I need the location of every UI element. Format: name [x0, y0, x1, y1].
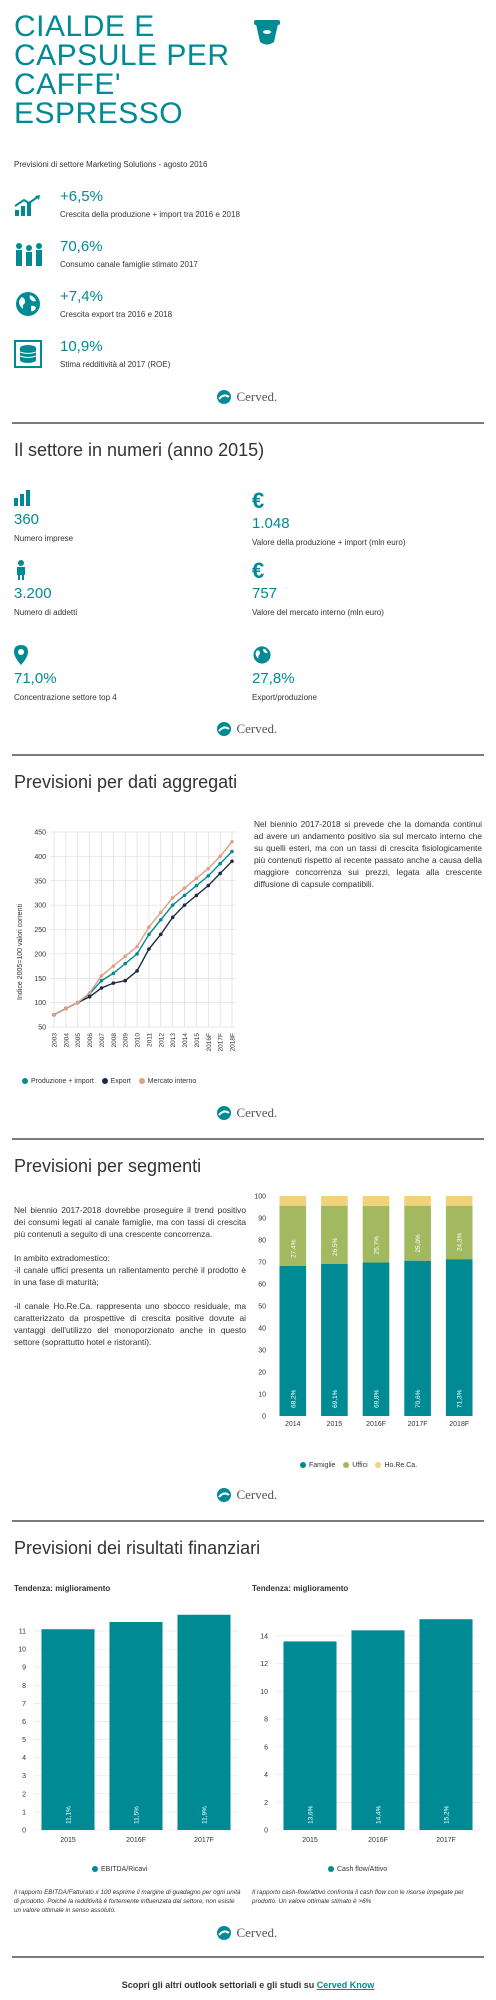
kpi-2-label: Consumo canale famiglie stimato 2017	[60, 260, 198, 269]
ebitda-chart-bar	[177, 1615, 230, 1830]
section-divider	[12, 422, 484, 424]
cashflow-chart-y-tick: 8	[264, 1716, 268, 1724]
stacked-bar-y-tick: 60	[258, 1281, 266, 1289]
line-chart-y-tick: 300	[34, 902, 46, 910]
line-chart-x-tick: 2010	[134, 1033, 142, 1048]
ebitda-chart-x-tick: 2016F	[126, 1837, 146, 1844]
legend-item-uffici: Uffici	[343, 1462, 367, 1469]
stacked-bar-x-tick: 2014	[285, 1421, 301, 1428]
line-chart-point	[100, 974, 104, 978]
stacked-bar-data-label: 26,5%	[331, 1237, 339, 1256]
stacked-bar-y-tick: 0	[262, 1413, 266, 1421]
line-chart-point	[147, 933, 151, 937]
segmenti-para-4: -il canale Ho.Re.Ca. rappresenta uno sbocco residuale, ma caratterizzato da prospettive di crescita positive dovute ai vantaggi dell'utilizzo del monoporzionato anche in questo settore (soprattutto hotel e ristoranti).	[14, 1301, 246, 1347]
stacked-bar-legend	[300, 1462, 417, 1469]
line-chart-point	[206, 884, 210, 888]
ebitda-chart-x-tick: 2017F	[194, 1837, 214, 1844]
finanziari-section-title: Previsioni dei risultati finanziari	[14, 1538, 261, 1558]
segmenti-section-title: Previsioni per segmenti	[14, 1156, 202, 1176]
title-line-2: CAPSULE PER	[14, 39, 230, 72]
line-chart-x-tick: 2015	[193, 1033, 201, 1048]
line-chart-point	[159, 911, 163, 915]
section-divider	[12, 1520, 484, 1522]
line-chart-point	[112, 972, 116, 976]
ebitda-legend	[92, 1866, 147, 1873]
stacked-bar-segment	[404, 1196, 431, 1206]
stacked-bar-x-tick: 2018F	[449, 1421, 470, 1428]
segmenti-para-3: -il canale uffici presenta un rallentamento perchè il prodotto è in una fase di maturità;	[14, 1265, 246, 1287]
section-divider	[12, 1138, 484, 1140]
cashflow-chart-x-tick: 2015	[302, 1837, 318, 1844]
person-icon	[14, 560, 77, 585]
line-chart-x-tick: 2011	[146, 1033, 154, 1047]
number-item-6-label: Export/produzione	[252, 693, 317, 702]
aggregati-section-title: Previsioni per dati aggregati	[14, 772, 238, 792]
line-chart-x-tick: 2005	[75, 1033, 83, 1048]
stacked-bar-segment	[446, 1196, 473, 1206]
line-chart-x-tick: 2018F	[229, 1033, 237, 1052]
line-chart-point	[171, 916, 175, 920]
kpi-3-label: Crescita export tra 2016 e 2018	[60, 310, 173, 319]
ebitda-chart-y-tick: 6	[22, 1718, 26, 1726]
line-chart-x-tick: 2003	[51, 1033, 59, 1048]
line-chart-y-tick: 350	[34, 878, 46, 886]
line-chart-x-tick: 2004	[63, 1033, 71, 1048]
line-chart-point	[135, 969, 139, 973]
ebitda-chart-y-tick: 1	[22, 1809, 26, 1817]
number-item-2-value: 1.048	[252, 515, 290, 532]
cashflow-chart-x-tick: 2016F	[368, 1837, 388, 1844]
page-title	[14, 12, 244, 128]
cashflow-chart-y-tick: 0	[264, 1827, 268, 1835]
kpi-4-value: 10,9%	[60, 338, 103, 355]
line-chart-y-tick: 50	[38, 1024, 46, 1032]
line-chart-point	[159, 933, 163, 937]
number-item-4-label: Valore del mercato interno (mln euro)	[252, 608, 384, 617]
number-item-1	[14, 490, 73, 543]
cerved-logo	[216, 720, 277, 738]
line-chart-x-tick: 2014	[182, 1033, 190, 1048]
ebitda-chart-y-tick: 4	[22, 1755, 26, 1763]
line-chart-series-line	[54, 852, 232, 1015]
line-chart-x-tick: 2009	[122, 1033, 130, 1048]
segmenti-para-1: Nel biennio 2017-2018 dovrebbe proseguire il trend positivo dei consumi legati al canale famiglie, ma con tassi di crescita più contenuti a seguito di una crescente concorrenza.	[14, 1205, 246, 1239]
line-chart-y-tick: 100	[34, 1000, 46, 1008]
subtitle: Previsioni di settore Marketing Solutions - agosto 2016	[14, 160, 208, 169]
line-chart-point	[135, 945, 139, 949]
location-pin-icon	[14, 645, 117, 670]
line-chart-y-tick: 450	[34, 829, 46, 837]
line-chart-point	[64, 1007, 68, 1011]
cerved-logo-text: Cerved.	[236, 721, 278, 736]
stacked-bar-segment	[321, 1196, 348, 1206]
cashflow-bar-chart	[248, 1612, 486, 1852]
number-item-3-value: 3.200	[14, 585, 52, 602]
stacked-bar-y-tick: 30	[258, 1347, 266, 1355]
line-chart-y-axis-label: Indice 2005=100 valori correnti	[17, 904, 24, 1000]
ebitda-chart-data-label: 11,5%	[133, 1806, 141, 1824]
euro-icon	[252, 560, 384, 585]
bar-chart-icon	[14, 490, 73, 511]
kpi-1-value: +6,5%	[60, 188, 103, 205]
stacked-bar-data-label: 71,3%	[456, 1389, 464, 1408]
line-chart-point	[230, 859, 234, 863]
number-item-3-label: Numero di addetti	[14, 608, 78, 617]
stacked-bar-data-label: 27,4%	[290, 1239, 298, 1258]
cashflow-chart-bar	[351, 1630, 404, 1830]
number-item-4	[252, 560, 384, 617]
right-tendency: Tendenza: miglioramento	[252, 1584, 349, 1593]
cashflow-chart-y-tick: 2	[264, 1799, 268, 1807]
numbers-section-title: Il settore in numeri (anno 2015)	[14, 440, 265, 460]
line-chart-x-tick: 2006	[87, 1033, 95, 1048]
ebitda-chart-y-tick: 10	[18, 1646, 26, 1654]
ebitda-bar-chart	[6, 1612, 244, 1852]
line-chart-point	[88, 995, 92, 999]
number-item-1-value: 360	[14, 511, 40, 528]
stacked-bar-y-tick: 50	[258, 1303, 266, 1311]
stacked-bar-data-label: 69,1%	[331, 1389, 339, 1408]
line-chart-point	[183, 886, 187, 890]
ebitda-chart-y-tick: 0	[22, 1827, 26, 1835]
line-chart-point	[183, 894, 187, 898]
coins-icon	[14, 340, 42, 366]
cerved-logo	[216, 1486, 277, 1504]
cerved-logo-text: Cerved.	[236, 389, 278, 404]
ebitda-chart-data-label: 11,1%	[65, 1806, 73, 1824]
line-chart-point	[88, 991, 92, 995]
stacked-bar-x-tick: 2017F	[407, 1421, 428, 1428]
line-chart-point	[218, 862, 222, 866]
cashflow-chart-y-tick: 12	[260, 1661, 268, 1669]
number-item-1-label: Numero imprese	[14, 534, 74, 543]
stacked-bar-y-tick: 70	[258, 1259, 266, 1267]
number-item-6-value: 27,8%	[252, 670, 295, 687]
cerved-logo-text: Cerved.	[236, 1925, 278, 1940]
legend-item-ebitda: EBITDA/Ricavi	[92, 1866, 147, 1873]
ebitda-chart-y-tick: 2	[22, 1791, 26, 1799]
line-chart-point	[218, 872, 222, 876]
cerved-logo-text: Cerved.	[236, 1105, 278, 1120]
line-chart-point	[171, 903, 175, 907]
capsule-icon	[254, 18, 280, 53]
cerved-logo	[216, 1104, 277, 1122]
ebitda-chart-bar	[109, 1622, 162, 1830]
stacked-bar-x-tick: 2015	[326, 1421, 343, 1428]
stacked-bar-data-label: 68,2%	[290, 1389, 298, 1408]
line-chart-point	[147, 947, 151, 951]
number-item-3	[14, 560, 77, 617]
line-chart-point	[147, 925, 151, 929]
number-item-5	[14, 645, 117, 702]
svg-text:€: €	[252, 490, 265, 510]
line-chart-y-tick: 250	[34, 927, 46, 934]
title-line-4: ESPRESSO	[14, 97, 184, 130]
line-chart-point	[112, 964, 116, 968]
family-icon	[14, 242, 42, 268]
kpi-1-label: Crescita della produzione + import tra 2016 e 2018	[60, 210, 240, 219]
ebitda-chart-x-tick: 2015	[60, 1837, 76, 1844]
ebitda-chart-y-tick: 11	[18, 1628, 26, 1636]
line-chart-x-tick: 2013	[170, 1033, 178, 1048]
growth-chart-icon	[14, 194, 42, 220]
line-chart-y-tick: 200	[34, 951, 46, 959]
section-divider	[12, 1956, 484, 1958]
cashflow-chart-bar	[283, 1641, 336, 1830]
line-chart-y-tick: 150	[34, 975, 46, 983]
footer	[0, 1980, 496, 1990]
number-item-2	[252, 490, 405, 547]
number-item-6	[252, 645, 317, 702]
legend-item-horeca: Ho.Re.Ca.	[375, 1462, 417, 1469]
line-chart-point	[123, 962, 127, 966]
line-chart-point	[52, 1013, 56, 1017]
cashflow-chart-y-tick: 6	[264, 1744, 268, 1752]
cashflow-chart-data-label: 15,2%	[443, 1805, 451, 1824]
cashflow-chart-bar	[419, 1619, 472, 1830]
cashflow-chart-x-tick: 2017F	[436, 1837, 456, 1844]
line-chart-point	[100, 979, 104, 983]
line-chart-point	[76, 1001, 80, 1005]
ebitda-chart-y-tick: 7	[22, 1700, 26, 1708]
line-chart-x-tick: 2012	[158, 1033, 166, 1048]
cashflow-chart-y-tick: 10	[260, 1688, 268, 1696]
euro-icon	[252, 490, 405, 515]
ebitda-chart-y-tick: 9	[22, 1664, 26, 1672]
line-chart-series-line	[54, 842, 232, 1015]
cashflow-chart-data-label: 13,6%	[307, 1805, 315, 1824]
svg-text:€: €	[252, 560, 265, 580]
right-note: Il rapporto cash-flow/attivo confronta il cash flow con le risorse impegate per prodotto. Un valore ottimale stimato è >6%	[252, 1889, 464, 1905]
line-chart-point	[230, 850, 234, 854]
ebitda-chart-bar	[41, 1629, 94, 1830]
kpi-2-value: 70,6%	[60, 238, 103, 255]
line-chart-point	[195, 894, 199, 898]
segmenti-text	[14, 1204, 246, 1348]
stacked-bar-y-tick: 20	[258, 1369, 266, 1377]
line-chart-point	[195, 877, 199, 881]
stacked-bar-segment	[279, 1196, 306, 1206]
cerved-logo	[216, 1924, 277, 1942]
line-chart-x-tick: 2017F	[217, 1033, 225, 1052]
cashflow-chart-y-tick: 14	[260, 1633, 268, 1641]
cerved-logo	[216, 388, 277, 406]
line-chart-x-tick: 2007	[98, 1033, 106, 1048]
line-chart-point	[123, 955, 127, 959]
stacked-bar-data-label: 25,0%	[415, 1234, 423, 1253]
footer-text: Scopri gli altri outlook settoriali e gli studi su	[121, 1980, 317, 1990]
line-chart-legend	[22, 1078, 262, 1085]
legend-item-export: Export	[102, 1078, 131, 1085]
globe-icon	[14, 290, 42, 316]
line-chart-point	[230, 840, 234, 844]
line-chart-point	[123, 979, 127, 983]
cerved-know-link[interactable]: Cerved Know	[316, 1980, 375, 1990]
section-divider	[12, 754, 484, 756]
legend-item-cashflow: Cash flow/Attivo	[328, 1866, 387, 1873]
ebitda-chart-y-tick: 5	[22, 1737, 26, 1745]
stacked-bar-y-tick: 10	[258, 1391, 266, 1399]
legend-item-famiglie: Famiglie	[300, 1462, 335, 1469]
number-item-2-label: Valore della produzione + import (mln euro)	[252, 538, 406, 547]
line-chart-point	[135, 952, 139, 956]
cashflow-chart-data-label: 14,4%	[375, 1805, 383, 1824]
stacked-bar-y-tick: 40	[258, 1325, 266, 1333]
stacked-bar-y-tick: 80	[258, 1237, 266, 1245]
stacked-bar-data-label: 70,6%	[415, 1389, 423, 1408]
ebitda-chart-y-tick: 8	[22, 1682, 26, 1690]
cashflow-legend	[328, 1866, 387, 1873]
stacked-bar-y-tick: 100	[254, 1193, 266, 1201]
stacked-bar-x-tick: 2016F	[366, 1421, 386, 1428]
cashflow-chart-y-tick: 4	[264, 1772, 268, 1780]
ebitda-chart-data-label: 11,9%	[201, 1806, 209, 1824]
segmenti-para-2: In ambito extradomestico:	[14, 1253, 110, 1263]
line-chart-point	[183, 903, 187, 907]
kpi-3-value: +7,4%	[60, 288, 103, 305]
cerved-logo-text: Cerved.	[236, 1487, 278, 1502]
line-chart-x-tick: 2008	[110, 1033, 118, 1048]
stacked-bar-data-label: 69,8%	[373, 1389, 381, 1408]
number-item-5-value: 71,0%	[14, 670, 57, 687]
title-line-3: CAFFE'	[14, 68, 122, 101]
kpi-4-label: Stima redditività al 2017 (ROE)	[60, 360, 171, 369]
title-line-1: CIALDE E	[14, 10, 155, 43]
left-tendency: Tendenza: miglioramento	[14, 1584, 111, 1593]
number-item-5-label: Concentrazione settore top 4	[14, 693, 117, 702]
line-chart-point	[195, 884, 199, 888]
stacked-bar-segment	[363, 1196, 390, 1206]
stacked-bar-data-label: 24,3%	[456, 1232, 464, 1252]
line-chart-y-tick: 400	[34, 853, 46, 861]
line-chart-point	[159, 918, 163, 922]
legend-item-mercato-interno: Mercato interno	[139, 1078, 197, 1085]
line-chart-point	[171, 896, 175, 900]
left-note: Il rapporto EBITDA/Fatturato x 100 esprime il margine di guadagno per ogni unità di prodotto. Poiché la redditività è fortemente influenzata dal settore, non esiste un valore ottimale in senso assoluto.	[14, 1889, 241, 1914]
stacked-bar-y-tick: 90	[258, 1215, 266, 1223]
ebitda-chart-y-tick: 3	[22, 1773, 26, 1781]
line-chart-x-tick: 2016F	[205, 1033, 213, 1052]
aggregati-text: Nel biennio 2017-2018 si prevede che la domanda continui ad avere un andamento positivo sia sul mercato interno che su quelli esteri, ma con un tassi di crescita fisiologicamente più contenuti rispetto al recente passato anche a causa della maggiore concorrenza sui prezzi, legata alla crescente diffusione di capsule compatibili.	[254, 819, 482, 889]
line-chart-point	[100, 986, 104, 990]
legend-item-produzione: Produzione + import	[22, 1078, 94, 1085]
line-chart	[14, 822, 244, 1072]
globe-icon	[252, 645, 317, 670]
line-chart-point	[206, 874, 210, 878]
stacked-bar-data-label: 25,7%	[373, 1236, 381, 1255]
number-item-4-value: 757	[252, 585, 278, 602]
line-chart-point	[218, 855, 222, 859]
line-chart-point	[206, 867, 210, 871]
stacked-bar-chart	[252, 1190, 484, 1440]
line-chart-point	[112, 981, 116, 985]
